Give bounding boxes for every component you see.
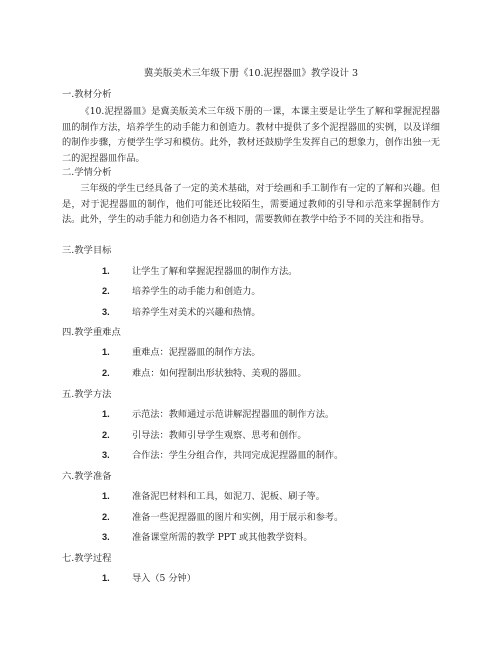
section-heading-2: 二.学情分析 — [62, 167, 112, 178]
section-paragraph-2: 三年级的学生已经具备了一定的美术基础，对于绘画和手工制作有一定的了解和兴趣。但是，对于泥捏器皿的制作，他们可能还比较陌生，需要通过教师的引导和示范来掌握制作方法。此外，学生的动手能力和创造力各不相同，需要教师在教学中给予不同的关注和指导。 — [62, 183, 440, 226]
section-heading-1: 一.教材分析 — [62, 89, 112, 100]
section-heading-5: 五.教学方法 — [62, 389, 112, 400]
section-heading-6: 六.教学准备 — [62, 471, 112, 482]
section-heading-7: 七.教学过程 — [62, 553, 112, 564]
document-title: 冀美版美术三年级下册《10.泥捏器皿》教学设计 3 — [143, 68, 359, 79]
section-heading-3: 三.教学目标 — [62, 245, 112, 256]
section-paragraph-1: 《10.泥捏器皿》是冀美版美术三年级下册的一课，本课主要是让学生了解和掌握泥捏器皿的制作方法，培养学生的动手能力和创造力。教材中提供了多个泥捏器皿的实例，以及详细的制作步骤，方便学生学习和模仿。此外，教材还鼓励学生发挥自己的想象力，创作出独一无二的泥捏器皿作品。 — [62, 106, 440, 164]
section-heading-4: 四.教学重难点 — [62, 327, 121, 338]
document-page: 冀美版美术三年级下册《10.泥捏器皿》教学设计 3 一.教材分析 《10.泥捏器皿》是冀美版美术三年级下册的一课，本课主要是让学生了解和掌握泥捏器皿的制作方法，培养学生的动手能力和创造力。教材中提供了多个泥捏器皿的实例，以及详细的制作步骤，方便学生学习和模仿。此外，教材还鼓励学生发挥自己的想象力，创作出独一无二的泥捏器皿作品。 二.学情分析 三年级的学生已经具备了一定的美术基础，对于绘画和手工制作有一定的了解和兴趣。但是，对于泥捏器皿的制作，他们可能还比较陌生，需要通过教师的引导和示范来掌握制作方法。此外，学生的动手能力和创造力各不相同，需要教师在教学中给予不同的关注和指导。 三.教学目标 1. 让学生了解和掌握泥捏器皿的制作方法。 2. 培养学生的动手能力和创造力。 3. 培养学生对美术的兴趣和热情。 四.教学重难点 1. 重难点：泥捏器皿的制作方法。 2. 难点：如何捏制出形状独特、美观的器皿。 五.教学方法 1. 示范法：教师通过示范讲解泥捏器皿的制作方法。 2. 引导法：教师引导学生观察、思考和创作。 3. 合作法：学生分组合作，共同完成泥捏器皿的制作。 六.教学准备 1. 准备泥巴材料和工具，如泥刀、泥板、刷子等。 2. 准备一些泥捏器皿的图片和实例，用于展示和参考。 3. 准备课堂所需的教学 PPT 或其他教学资料。 七.教学过程 1. 导入（5 分钟） — [0, 0, 502, 649]
